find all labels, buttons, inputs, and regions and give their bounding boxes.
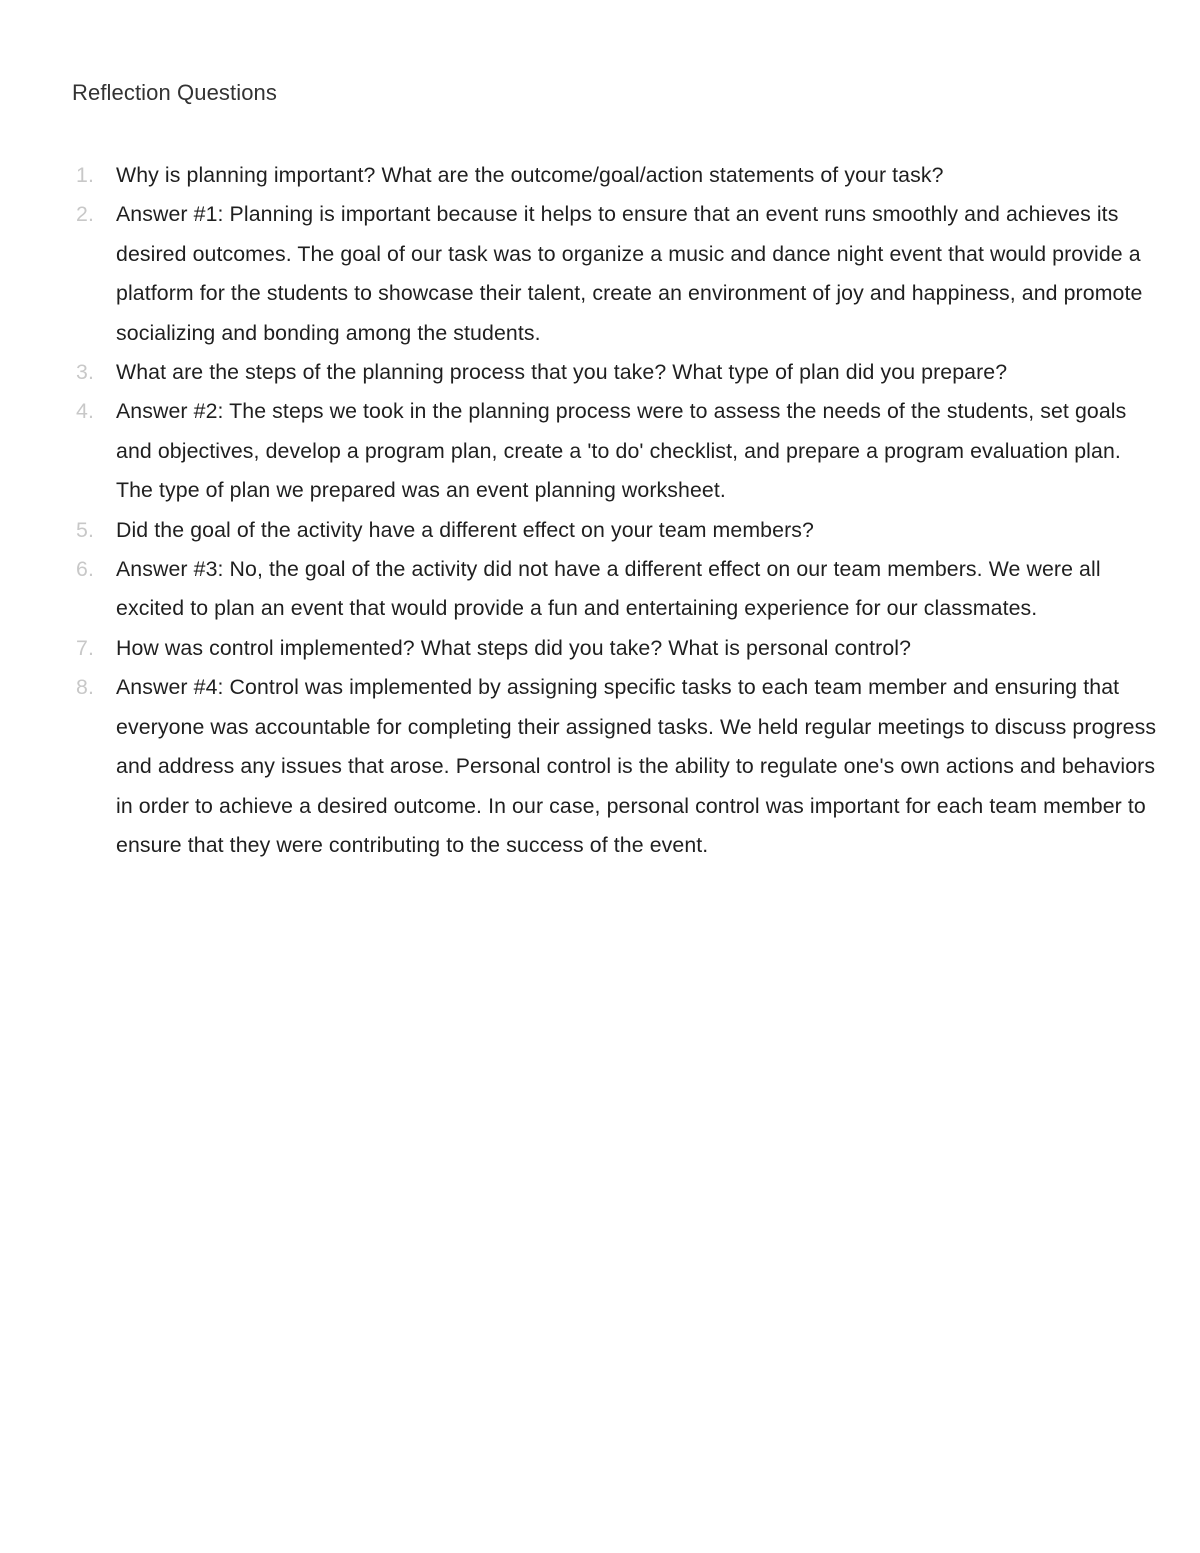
list-item-text: Did the goal of the activity have a different effect on your team members? xyxy=(116,517,814,542)
list-item-question-2 xyxy=(72,353,1160,392)
list-item-text: Answer #4: Control was implemented by assigning specific tasks to each team member and ensuring that everyone was accountable for completing their assigned tasks. We held regular meetings to discuss progress and address any issues that arose. Personal control is the ability to regulate one's own actions and behaviors in order to achieve a desired outcome. In our case, personal control was important for each team member to ensure that they were contributing to the success of the event. xyxy=(116,675,1157,857)
list-number: 8. xyxy=(76,675,94,700)
list-number: 2. xyxy=(76,202,94,227)
list-item-text: Answer #1: Planning is important because it helps to ensure that an event runs smoothly and achieves its desired outcomes. The goal of our task was to organize a music and dance night event that would provide a platform for the students to showcase their talent, create an environment of joy and happiness, and promote socializing and bonding among the students. xyxy=(116,202,1143,345)
list-item-text: What are the steps of the planning process that you take? What type of plan did you prepare? xyxy=(116,360,1008,385)
list-item-answer-3 xyxy=(72,550,1160,629)
document-title: Reflection Questions xyxy=(72,80,277,105)
list-item-text: Answer #3: No, the goal of the activity did not have a different effect on our team members. We were all excited to plan an event that would provide a fun and entertaining experience for our classmates. xyxy=(116,557,1101,621)
list-item-text: How was control implemented? What steps did you take? What is personal control? xyxy=(116,635,912,660)
list-item-answer-4 xyxy=(72,668,1160,865)
list-number: 1. xyxy=(76,163,94,187)
list-item-text: Answer #2: The steps we took in the planning process were to assess the needs of the students, set goals and objectives, develop a program plan, create a 'to do' checklist, and prepare a program evaluation plan. The type of plan we prepared was an event planning worksheet. xyxy=(116,399,1127,503)
list-item-question-3 xyxy=(72,511,1160,550)
list-number: 7. xyxy=(76,635,94,660)
list-number: 3. xyxy=(76,360,94,385)
question-answer-list xyxy=(72,156,1160,865)
list-item-text: Why is planning important? What are the outcome/goal/action statements of your task? xyxy=(116,163,944,187)
list-number: 4. xyxy=(76,399,94,424)
list-number: 5. xyxy=(76,517,94,542)
list-item-answer-1 xyxy=(72,195,1160,353)
list-item-answer-2 xyxy=(72,392,1160,510)
list-number: 6. xyxy=(76,557,94,582)
list-item-question-1 xyxy=(72,156,1160,195)
list-item-question-4 xyxy=(72,629,1160,668)
